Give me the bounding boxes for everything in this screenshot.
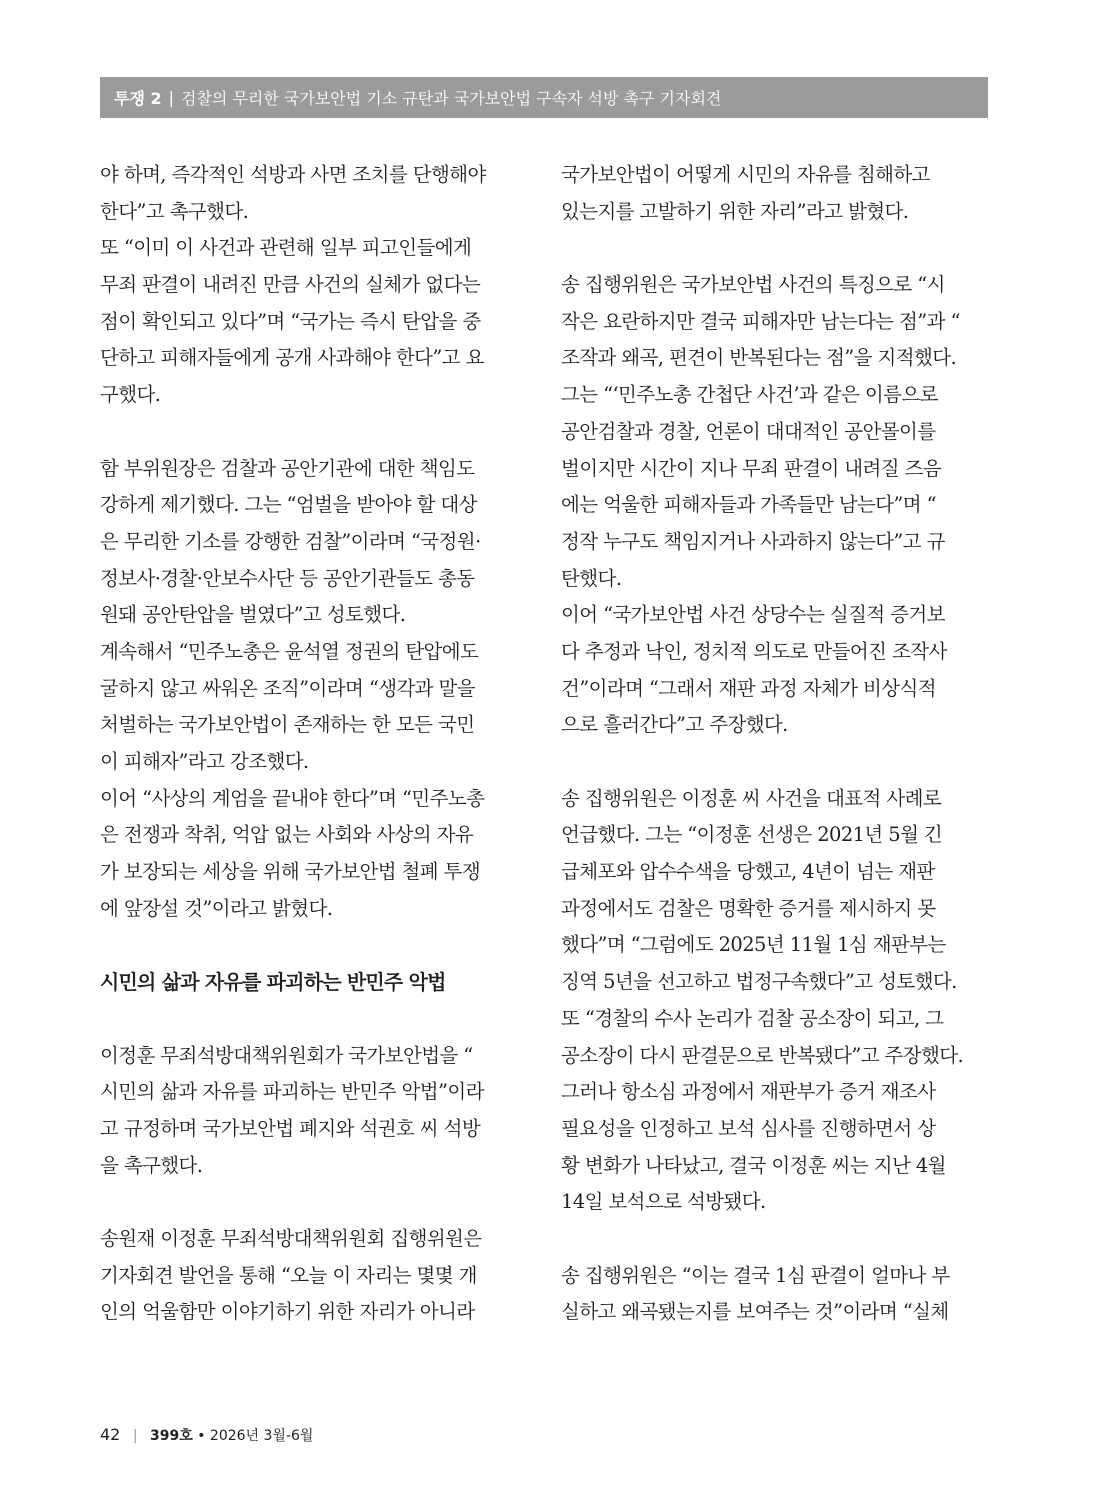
- text-line: 송 집행위원은 국가보안법 사건의 특징으로 “시: [561, 273, 945, 297]
- paragraph-gap: [100, 414, 526, 451]
- text-line: 또 “경찰의 수사 논리가 검찰 공소장이 되고, 그: [561, 1006, 944, 1030]
- right-column: [561, 157, 987, 1331]
- text-line: 야 하며, 즉각적인 석방과 사면 조치를 단행해야: [100, 163, 486, 186]
- text-line: 조작과 왜곡, 편견이 반복된다는 점”을 지적했다.: [561, 346, 957, 370]
- text-line: 실하고 왜곡됐는지를 보여주는 것”이라며 “실체: [561, 1300, 949, 1324]
- text-line: 정작 누구도 책임지거나 사과하지 않는다”고 규: [561, 529, 945, 553]
- text-line: 다 추정과 낙인, 정치적 의도로 만들어진 조작사: [561, 639, 947, 663]
- text-line: 이어 “국가보안법 사건 상당수는 실질적 증거보: [561, 603, 945, 627]
- text-line: 처벌하는 국가보안법이 존재하는 한 모든 국민: [100, 713, 475, 737]
- text-line: 정보사·경찰·안보수사단 등 공안기관들도 총동: [100, 566, 475, 590]
- text-line: 작은 요란하지만 결국 피해자만 남는다는 점”과 “: [561, 309, 960, 333]
- text-line: 급체포와 압수수색을 당했고, 4년이 넘는 재판: [561, 860, 935, 884]
- page-number: 42: [100, 1425, 121, 1444]
- text-line: 건”이라며 “그래서 재판 과정 자체가 비상식적: [561, 676, 936, 700]
- text-line: 단하고 피해자들에게 공개 사과해야 한다”고 요: [100, 346, 484, 370]
- text-line: 한다”고 촉구했다.: [100, 199, 249, 223]
- text-line: 에는 억울한 피해자들과 가족들만 남는다”며 “: [561, 493, 936, 517]
- paragraph-gap: [100, 1001, 526, 1038]
- text-line: 점이 확인되고 있다”며 “국가는 즉시 탄압을 중: [100, 309, 481, 333]
- text-line: 원돼 공안탄압을 벌였다”고 성토했다.: [100, 603, 406, 627]
- text-line: 이 피해자”라고 강조했다.: [100, 750, 309, 773]
- text-line: 과정에서도 검찰은 명확한 증거를 제시하지 못: [561, 896, 936, 920]
- footer-separator: |: [132, 1428, 138, 1444]
- left-column: [100, 157, 526, 1331]
- text-line: 이어 “사상의 계엄을 끝내야 한다”며 “민주노총: [100, 786, 485, 810]
- text-line: 기자회견 발언을 통해 “오늘 이 자리는 몇몇 개: [100, 1263, 477, 1287]
- text-line: 그러나 항소심 과정에서 재판부가 증거 재조사: [561, 1080, 936, 1104]
- text-line: 이정훈 무죄석방대책위원회가 국가보안법을 “: [100, 1043, 473, 1067]
- text-line: 함 부위원장은 검찰과 공안기관에 대한 책임도: [100, 456, 475, 480]
- article-title: 검찰의 무리한 국가보안법 기소 규탄과 국가보안법 구속자 석방 촉구 기자회견: [181, 89, 722, 108]
- text-line: 인의 억울함만 이야기하기 위한 자리가 아니라: [100, 1300, 475, 1324]
- text-line: 공소장이 다시 판결문으로 반복됐다”고 주장했다.: [561, 1043, 964, 1067]
- text-line: 언급했다. 그는 “이정훈 선생은 2021년 5월 긴: [561, 823, 943, 847]
- paragraph-gap: [100, 927, 526, 964]
- text-line: 은 무리한 기소를 강행한 검찰”이라며 “국정원·: [100, 529, 481, 553]
- text-line: 무죄 판결이 내려진 만큼 사건의 실체가 없다는: [100, 273, 481, 297]
- text-line: 징역 5년을 선고하고 법정구속했다”고 성토했다.: [561, 970, 957, 994]
- paragraph-gap: [561, 230, 987, 267]
- text-line: 송 집행위원은 이정훈 씨 사건을 대표적 사례로: [561, 786, 942, 810]
- text-line: 황 변화가 나타났고, 결국 이정훈 씨는 지난 4월: [561, 1153, 946, 1177]
- section-subheading: 시민의 삶과 자유를 파괴하는 반민주 악법: [100, 970, 446, 995]
- section-header-bar: [100, 77, 988, 118]
- text-line: 을 촉구했다.: [100, 1153, 203, 1177]
- page-footer: [100, 1425, 313, 1445]
- text-line: 구했다.: [100, 383, 161, 407]
- text-line: 필요성을 인정하고 보석 심사를 진행하면서 상: [561, 1116, 936, 1140]
- issue-number: 399호: [149, 1428, 193, 1444]
- text-line: 했다”며 “그럼에도 2025년 11월 1심 재판부는: [561, 933, 946, 957]
- text-line: 그는 “‘민주노총 간첩단 사건’과 같은 이름으로: [561, 383, 938, 407]
- text-line: 은 전쟁과 착취, 억압 없는 사회와 사상의 자유: [100, 823, 474, 847]
- text-line: 가 보장되는 세상을 위해 국가보안법 철폐 투쟁: [100, 860, 481, 884]
- issue-date: 2026년 3월-6월: [209, 1428, 314, 1444]
- text-line: 송 집행위원은 “이는 결국 1심 판결이 얼마나 부: [561, 1263, 950, 1287]
- section-label: 투쟁 2: [114, 89, 162, 108]
- text-line: 있는지를 고발하기 위한 자리”라고 밝혔다.: [561, 199, 909, 223]
- text-line: 고 규정하며 국가보안법 폐지와 석권호 씨 석방: [100, 1116, 481, 1140]
- paragraph-gap: [561, 744, 987, 781]
- text-line: 에 앞장설 것”이라고 밝혔다.: [100, 896, 333, 920]
- footer-bullet: •: [197, 1428, 206, 1444]
- text-line: 공안검찰과 경찰, 언론이 대대적인 공안몰이를: [561, 419, 936, 443]
- text-line: 시민의 삶과 자유를 파괴하는 반민주 악법”이라: [100, 1080, 484, 1104]
- text-line: 국가보안법이 어떻게 시민의 자유를 침해하고: [561, 163, 930, 186]
- text-line: 송원재 이정훈 무죄석방대책위원회 집행위원은: [100, 1226, 482, 1250]
- header-separator: |: [168, 88, 175, 107]
- text-line: 벌이지만 시간이 지나 무죄 판결이 내려질 즈음: [561, 456, 942, 480]
- text-line: 또 “이미 이 사건과 관련해 일부 피고인들에게: [100, 236, 472, 260]
- paragraph-gap: [561, 1221, 987, 1258]
- text-line: 계속해서 “민주노총은 윤석열 정권의 탄압에도: [100, 639, 479, 663]
- text-line: 강하게 제기했다. 그는 “엄벌을 받아야 할 대상: [100, 493, 477, 517]
- text-line: 굴하지 않고 싸워온 조직”이라며 “생각과 말을: [100, 676, 475, 700]
- text-line: 탄했다.: [561, 566, 622, 590]
- text-line: 14일 보석으로 석방됐다.: [561, 1190, 766, 1214]
- text-line: 으로 흘러간다”고 주장했다.: [561, 713, 788, 737]
- paragraph-gap: [100, 1184, 526, 1221]
